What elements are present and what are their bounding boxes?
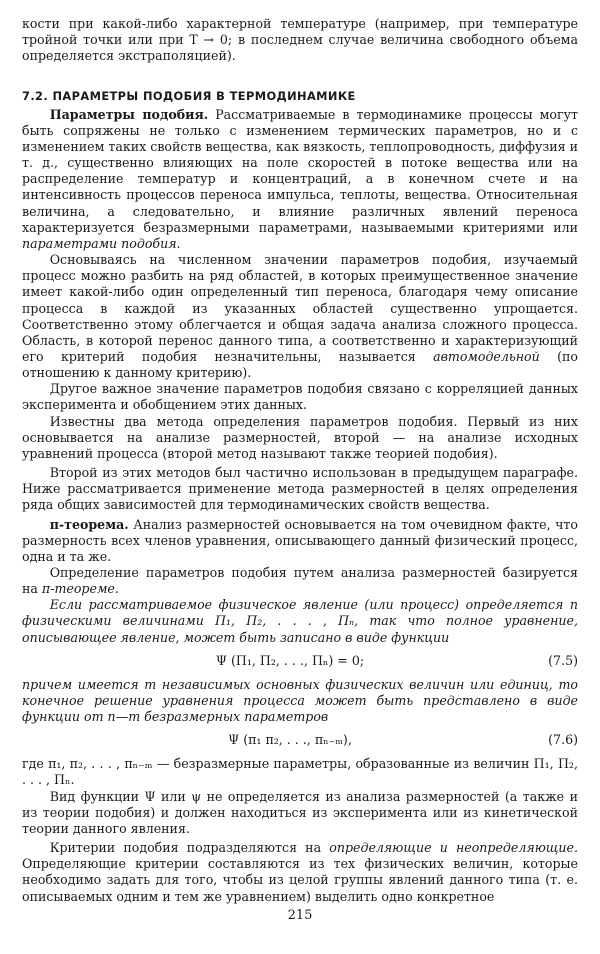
paragraph-theorem-continuation: причем имеется m независимых основных физических величин или единиц, то конечное решение уравнения процесса может быть представлено в виде функции от n—m безразмерных параметров xyxy=(22,676,578,725)
paragraph-pi-theorem: π-теорема. Анализ размерностей основывается на том очевидном факте, что размерность всех членов уравнения, описывающего данный физический процесс, одна и та же. xyxy=(22,516,578,564)
paragraph-definition: Определение параметров подобия путем анализа размерностей базируется на π-теореме. xyxy=(22,565,578,597)
top-paragraph: кости при какой-либо характерной температуре (например, при температуре тройной точки или при T → 0; в последнем случае величина свободного объема определяется экстраполяцией). xyxy=(22,16,578,64)
paragraph-similarity-parameters: Параметры подобия. Рассматриваемые в термодинамике процессы могут быть сопряжены не только с изменением термических параметров, но и с изменением таких свойств вещества, как вязкость, теплопроводность, диффузия и т. д., существенно влияющих на поле скоростей в потоке вещества или на распределение температур и концентраций, а в конечном счете и на интенсивность процессов переноса импульса, теплоты, вещества. Относительная величина, а следовательно, и влияние различных явлений переноса характеризуется безразмерными параметрами, называемыми критериями или параметрами подобия. xyxy=(22,106,578,251)
paragraph-self-similar: Основываясь на численном значении параметров подобия, изучаемый процесс можно разбить на ряд областей, в которых преимущественное значение имеет какой-либо один определенный тип переноса, благодаря чему описание процесса в каждой из указанных областей существенно упрощается. Соответственно этому облегчается и общая задача анализа сложного процесса. Область, в которой перенос данного типа, а соответственно и характеризующий его критерий подобия незначительны, называется автомодельной (по отношению к данному критерию). xyxy=(22,252,578,381)
paragraph-criteria: Критерии подобия подразделяются на определяющие и неопределяющие. Определяющие критерии составляются из тех физических величин, которые необходимо задать для того, чтобы из целой группы явлений данного типа (т. е. описываемых одним и тем же уравнением) выделить одно конкретное xyxy=(22,840,578,904)
paragraph-correlation: Другое важное значение параметров подобия связано с корреляцией данных эксперимента и обобщением этих данных. xyxy=(22,381,578,413)
italic-term: автомодельной xyxy=(433,348,540,364)
paragraph-lead: Параметры подобия. xyxy=(49,106,209,122)
equation-number: (7.6) xyxy=(548,732,578,748)
paragraph-lead: π-теорема. xyxy=(49,516,129,532)
paragraph-theorem-statement: Если рассматриваемое физическое явление (или процесс) определяется n физическими величинами Π₁, Π₂, . . . , Πₙ, так что полное уравнение, описывающее явление, может быть записано в виде функции xyxy=(22,597,578,645)
equation-7-5 xyxy=(22,649,578,673)
page-number: 215 xyxy=(287,908,313,923)
paragraph-two-methods: Известны два метода определения параметров подобия. Первый из них основывается на анализе размерностей, второй — на анализе исходных уравнений процесса (второй метод называют также теорией подобия). xyxy=(22,413,578,461)
italic-term: параметрами подобия xyxy=(22,235,177,251)
equation-number: (7.5) xyxy=(548,652,578,668)
paragraph-second-method: Второй из этих методов был частично использован в предыдущем параграфе. Ниже рассматривается применение метода размерностей в целях определения ряда общих зависимостей для термодинамических свойств вещества. xyxy=(22,465,578,513)
paragraph-function-form: Вид функции Ψ или ψ не определяется из анализа размерностей (а также и из теории подобия) и должен находиться из эксперимента или из кинетической теории данного явления. xyxy=(22,788,578,836)
paragraph-where: где π₁, π₂, . . . , πₙ₋ₘ — безразмерные параметры, образованные из величин Π₁, Π₂, . . . , Πₙ. xyxy=(22,756,578,788)
equation-expression: Ψ (Π₁, Π₂, . . ., Πₙ) = 0; xyxy=(215,652,365,668)
equation-expression: Ψ (π₁ π₂, . . ., πₙ₋ₘ), xyxy=(228,732,352,748)
equation-7-6 xyxy=(22,728,578,752)
italic-term: определяющие и неопределяющие. xyxy=(329,840,578,856)
italic-term: π-теореме. xyxy=(41,581,119,597)
page-body xyxy=(22,16,578,905)
section-heading: 7.2. ПАРАМЕТРЫ ПОДОБИЯ В ТЕРМОДИНАМИКЕ xyxy=(22,89,356,104)
